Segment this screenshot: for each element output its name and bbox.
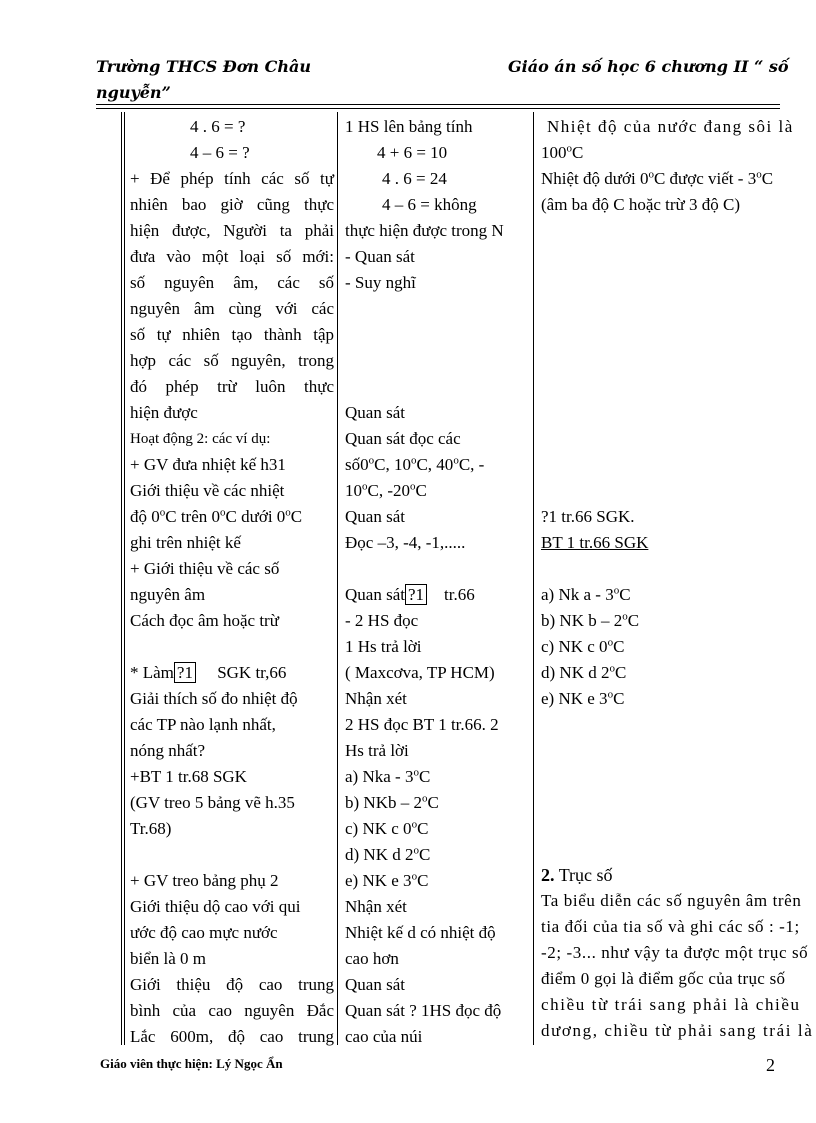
text-line: Giới thiệu về các nhiệt bbox=[130, 481, 285, 500]
text-line: + GV đưa nhiệt kế h31 bbox=[130, 455, 286, 474]
text-line: a) Nka - 3$^o$C bbox=[345, 766, 431, 786]
text-line bbox=[345, 374, 529, 400]
text-line: Giới thiệu độ cao trung bbox=[130, 975, 334, 994]
teacher-activity-column bbox=[130, 114, 334, 1050]
text-line bbox=[541, 374, 816, 400]
text-line: Đọc –3, -4, -1,..... bbox=[345, 533, 466, 552]
text-line bbox=[541, 816, 816, 842]
text-line: hiện được, Người ta phải bbox=[130, 221, 334, 240]
text-line bbox=[541, 348, 816, 374]
text-line bbox=[345, 322, 529, 348]
text-line bbox=[541, 218, 816, 244]
text-line bbox=[541, 790, 816, 816]
text-line bbox=[130, 842, 334, 868]
text-line: độ 0$^o$C trên 0$^o$C dưới 0$^o$C bbox=[130, 506, 303, 526]
text-line: Nhận xét bbox=[345, 897, 407, 916]
text-line: c) NK c 0$^o$C bbox=[345, 818, 429, 838]
text-line: -2; -3... như vậy ta được một trục số bbox=[541, 943, 809, 962]
text-line: + Để phép tính các số tự bbox=[130, 169, 334, 188]
text-line bbox=[541, 400, 816, 426]
content-column bbox=[541, 114, 816, 1044]
activity-heading: Hoạt động 2: các ví dụ: bbox=[130, 431, 271, 447]
text-line bbox=[541, 452, 816, 478]
text-line: e) NK e 3$^o$C bbox=[541, 688, 625, 708]
text-line bbox=[541, 322, 816, 348]
text-line bbox=[541, 270, 816, 296]
text-line: (âm ba độ C hoặc trừ 3 độ C) bbox=[541, 195, 741, 214]
text-line bbox=[541, 738, 816, 764]
text-line: - Quan sát bbox=[345, 247, 415, 266]
header-rule-top bbox=[96, 104, 780, 105]
text-line: b) NK b – 2$^o$C bbox=[541, 610, 640, 630]
text-line: a) Nk a - 3$^o$C bbox=[541, 584, 631, 604]
text-line: số tự nhiên tạo thành tập bbox=[130, 325, 334, 344]
text-line: chiều từ trái sang phải là chiều bbox=[541, 995, 801, 1014]
table-divider-2 bbox=[533, 112, 534, 1045]
text-line bbox=[541, 426, 816, 452]
header-lesson-title: Giáo án số học 6 chương II “ số bbox=[508, 57, 789, 76]
table-divider-1 bbox=[337, 112, 338, 1045]
text-line bbox=[541, 712, 816, 738]
text-line: hợp các số nguyên, trong bbox=[130, 351, 334, 370]
text-line bbox=[541, 478, 816, 504]
text-line: tia đối của tia số và ghi các số : -1; bbox=[541, 917, 800, 936]
text-line: Lắc 600m, độ cao trung bbox=[130, 1027, 334, 1046]
text-line: số0$^o$C, 10$^o$C, 40$^o$C, - bbox=[345, 454, 485, 474]
text-line: c) NK c 0$^o$C bbox=[541, 636, 625, 656]
text-line bbox=[541, 764, 816, 790]
text-line: + Giới thiệu về các số bbox=[130, 559, 280, 578]
text-line: đưa vào một loại số mới: bbox=[130, 247, 334, 266]
text-line: +BT 1 tr.68 SGK bbox=[130, 767, 247, 786]
text-line: 4 . 6 = 24 bbox=[382, 169, 447, 188]
text-line: d) NK d 2$^o$C bbox=[345, 844, 431, 864]
text-line: Quan sát ?1 tr.66 bbox=[345, 585, 475, 604]
text-line: e) NK e 3$^o$C bbox=[345, 870, 429, 890]
text-line: 1 HS lên bảng tính bbox=[345, 117, 473, 136]
page-number: 2 bbox=[766, 1055, 775, 1075]
text-line: Giới thiệu dộ cao với qui bbox=[130, 897, 301, 916]
table-border-left bbox=[121, 112, 122, 1045]
text-line: dương, chiều từ phải sang trái là bbox=[541, 1021, 814, 1040]
text-line: 2 HS đọc BT 1 tr.66. 2 bbox=[345, 715, 499, 734]
text-line bbox=[541, 296, 816, 322]
text-line: nhiên bao giờ cũng thực bbox=[130, 195, 334, 214]
text-line: cao hơn bbox=[345, 949, 399, 968]
text-line: bình của cao nguyên Đắc bbox=[130, 1001, 334, 1020]
text-line: số nguyên âm, các số bbox=[130, 273, 334, 292]
text-line: hiện được bbox=[130, 403, 198, 422]
table-border-left-inner bbox=[124, 112, 125, 1045]
text-line: Nhận xét bbox=[345, 689, 407, 708]
section-heading: 2. Trục số bbox=[541, 865, 613, 885]
text-line: Cách đọc âm hoặc trừ bbox=[130, 611, 279, 630]
text-line: Nhiệt độ của nước đang sôi là bbox=[547, 117, 794, 136]
text-line: (GV treo 5 bảng vẽ h.35 bbox=[130, 793, 295, 812]
text-line: Quan sát ? 1HS đọc độ bbox=[345, 1001, 502, 1020]
text-line: 4 – 6 = ? bbox=[190, 143, 250, 162]
question-box: ?1 bbox=[174, 662, 196, 683]
text-line bbox=[345, 556, 529, 582]
text-line: 4 + 6 = 10 bbox=[377, 143, 448, 162]
text-line: Nhiệt kế d có nhiệt độ bbox=[345, 923, 496, 942]
text-line: 10$^o$C, -20$^o$C bbox=[345, 480, 427, 500]
text-line bbox=[130, 634, 334, 660]
text-line bbox=[541, 556, 816, 582]
text-line bbox=[345, 348, 529, 374]
footer-teacher: Giáo viên thực hiện: Lý Ngọc Ẩn bbox=[100, 1056, 283, 1071]
text-line bbox=[541, 244, 816, 270]
text-line: Quan sát bbox=[345, 507, 405, 526]
text-line: ghi trên nhiệt kế bbox=[130, 533, 241, 552]
text-line: ?1 tr.66 SGK. bbox=[541, 507, 635, 526]
text-line: 1 Hs trả lời bbox=[345, 637, 422, 656]
text-line: cao của núi bbox=[345, 1027, 423, 1046]
text-line: Quan sát bbox=[345, 975, 405, 994]
text-line: thực hiện được trong N bbox=[345, 221, 504, 240]
text-line: 4 . 6 = ? bbox=[190, 117, 246, 136]
text-line: biển là 0 m bbox=[130, 949, 207, 968]
header-school: Trường THCS Đơn Châu bbox=[96, 57, 311, 76]
text-line: nóng nhất? bbox=[130, 741, 206, 760]
text-line: 100$^o$C bbox=[541, 142, 584, 162]
header-school-cont: nguyễn” bbox=[96, 83, 171, 102]
student-activity-column bbox=[345, 114, 529, 1050]
text-line: d) NK d 2$^o$C bbox=[541, 662, 627, 682]
text-line: điểm 0 gọi là điểm gốc của trục số bbox=[541, 969, 786, 988]
text-line: các TP nào lạnh nhất, bbox=[130, 715, 276, 734]
text-line: ( Maxcơva, TP HCM) bbox=[345, 663, 495, 682]
text-line: Nhiệt độ dưới 0$^o$C được viết - 3$^o$C bbox=[541, 168, 774, 188]
text-line: ước độ cao mực nước bbox=[130, 923, 278, 942]
text-line: nguyên âm bbox=[130, 585, 206, 604]
text-line: - 2 HS đọc bbox=[345, 611, 419, 630]
text-line: - Suy nghĩ bbox=[345, 273, 416, 292]
text-line: Quan sát bbox=[345, 403, 405, 422]
text-line bbox=[345, 296, 529, 322]
exercise-heading: BT 1 tr.66 SGK bbox=[541, 533, 649, 552]
text-line: + GV treo bảng phụ 2 bbox=[130, 871, 279, 890]
header-rule-bottom bbox=[96, 108, 780, 109]
text-line: b) NKb – 2$^o$C bbox=[345, 792, 439, 812]
text-line: đó phép trừ luôn thực bbox=[130, 377, 334, 396]
text-line: nguyên âm cùng với các bbox=[130, 299, 334, 318]
text-line: Quan sát đọc các bbox=[345, 429, 461, 448]
question-box: ?1 bbox=[405, 584, 427, 605]
text-line: Hs trả lời bbox=[345, 741, 409, 760]
text-line: 4 – 6 = không bbox=[382, 195, 477, 214]
text-line: Giải thích số đo nhiệt độ bbox=[130, 689, 298, 708]
text-line: Tr.68) bbox=[130, 819, 172, 838]
text-line: * Làm ?1 SGK tr,66 bbox=[130, 663, 287, 682]
text-line: Ta biểu diễn các số nguyên âm trên bbox=[541, 891, 802, 910]
